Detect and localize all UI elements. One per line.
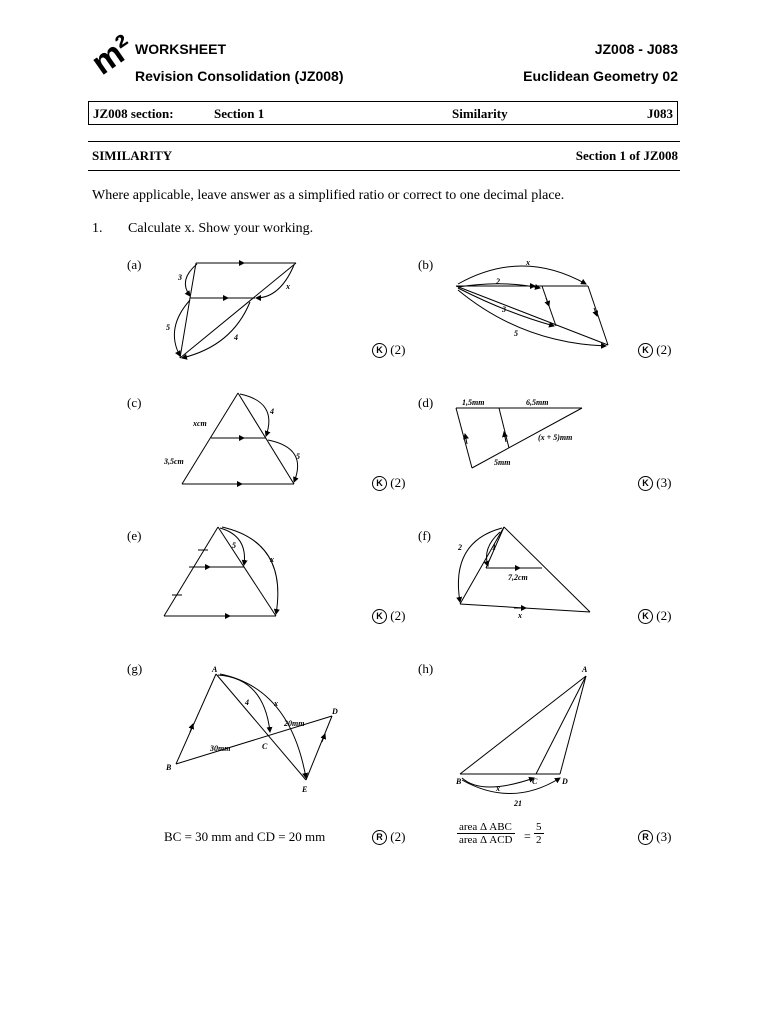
marks-f <box>638 608 671 624</box>
worksheet-title: WORKSHEET <box>135 41 226 57</box>
part-label-e: (e) <box>127 528 142 543</box>
fig-h-label-C: C <box>532 777 538 786</box>
figure-h <box>452 660 602 810</box>
fig-f-label-x: x <box>518 611 522 620</box>
fig-f-label-1: 1 <box>492 543 496 552</box>
info-box <box>88 101 678 125</box>
fig-h-label-x: x <box>496 784 500 793</box>
marks-g <box>372 829 405 845</box>
fig-g-label-B: B <box>166 763 172 772</box>
part-label-a: (a) <box>127 257 142 272</box>
fig-h-ratio-num: 5 <box>536 821 542 833</box>
fig-h-label-21: 21 <box>514 799 522 808</box>
mark-code-c: K <box>372 476 387 491</box>
fig-g-given: BC = 30 mm and CD = 20 mm <box>164 829 326 844</box>
fig-h-ratio <box>534 821 544 846</box>
fig-g-label-x: x <box>274 699 278 708</box>
section-right: Section 1 of JZ008 <box>575 148 678 163</box>
marks-a <box>372 342 405 358</box>
fig-h-label-B: B <box>456 777 462 786</box>
fig-b-label-2: 2 <box>496 277 500 286</box>
fig-c-label-5: 5 <box>296 452 300 461</box>
divider-bottom <box>88 170 680 171</box>
fig-h-label-A: A <box>582 665 588 674</box>
mark-code-a: K <box>372 343 387 358</box>
fig-c-label-xcm: xcm <box>193 419 207 428</box>
mark-value-a: (2) <box>390 342 406 357</box>
fig-b-label-3: 3 <box>502 305 506 314</box>
worksheet-code: JZ008 - J083 <box>594 41 678 57</box>
mark-value-f: (2) <box>656 608 672 623</box>
fig-e-label-5: 5 <box>232 541 236 550</box>
question-text: Calculate x. Show your working. <box>128 221 314 236</box>
part-label-b: (b) <box>418 257 434 272</box>
fig-a-label-5: 5 <box>166 323 170 332</box>
fig-e-label-x: x <box>270 555 274 564</box>
fig-d-label-5mm: 5mm <box>494 458 511 467</box>
figure-g <box>160 660 350 800</box>
mark-value-b: (2) <box>656 342 672 357</box>
divider-top <box>88 141 680 142</box>
mark-code-g: R <box>372 830 387 845</box>
mark-value-g: (2) <box>390 829 406 844</box>
mark-value-e: (2) <box>390 608 406 623</box>
info-label: JZ008 section: <box>93 106 174 121</box>
marks-h <box>638 829 671 845</box>
figure-d <box>452 394 592 474</box>
instruction: Where applicable, leave answer as a simplified ratio or correct to one decimal place. <box>92 188 565 203</box>
logo-text: m² <box>84 27 141 83</box>
fig-g-label-A: A <box>212 665 218 674</box>
figure-b <box>452 258 612 350</box>
info-topic: Similarity <box>452 106 508 121</box>
fig-a-label-x: x <box>286 282 290 291</box>
fig-h-label-D: D <box>562 777 568 786</box>
info-code: J083 <box>647 106 673 121</box>
figure-f <box>452 522 602 622</box>
figure-c <box>160 388 310 488</box>
fig-b-label-x: x <box>526 258 530 267</box>
mark-value-d: (3) <box>656 475 672 490</box>
fig-b-label-5: 5 <box>514 329 518 338</box>
marks-c <box>372 475 405 491</box>
question-number: 1. <box>92 221 103 236</box>
marks-b <box>638 342 671 358</box>
part-label-c: (c) <box>127 395 142 410</box>
fig-h-frac-den: area Δ ACD <box>459 834 513 846</box>
part-label-g: (g) <box>127 661 143 676</box>
fig-a-label-4: 4 <box>234 333 238 342</box>
fig-f-label-2: 2 <box>458 543 462 552</box>
figure-a <box>160 258 310 363</box>
mark-code-d: K <box>638 476 653 491</box>
fig-h-area-fraction <box>457 821 515 846</box>
fig-g-label-30mm: 30mm <box>210 744 231 753</box>
worksheet-subtitle: Revision Consolidation (JZ008) <box>135 68 344 84</box>
fig-c-label-35: 3,5cm <box>164 457 184 466</box>
fig-a-label-3: 3 <box>178 273 182 282</box>
mark-value-h: (3) <box>656 829 672 844</box>
course-name: Euclidean Geometry 02 <box>523 68 678 84</box>
part-label-f: (f) <box>418 528 431 543</box>
marks-d <box>638 475 671 491</box>
fig-d-label-65: 6,5mm <box>526 398 549 407</box>
info-section: Section 1 <box>214 106 265 121</box>
section-title: SIMILARITY <box>92 148 173 163</box>
fig-d-label-15: 1,5mm <box>462 398 485 407</box>
fig-h-equals: = <box>524 829 531 843</box>
part-label-d: (d) <box>418 395 434 410</box>
mark-value-c: (2) <box>390 475 406 490</box>
fig-g-label-C: C <box>262 742 268 751</box>
fig-h-ratio-den: 2 <box>536 834 542 846</box>
marks-e <box>372 608 405 624</box>
mark-code-f: K <box>638 609 653 624</box>
part-label-h: (h) <box>418 661 434 676</box>
fig-g-label-E: E <box>302 785 308 794</box>
figure-e <box>160 522 290 622</box>
fig-g-label-D: D <box>332 707 338 716</box>
fig-d-label-x5: (x + 5)mm <box>538 433 573 442</box>
mark-code-b: K <box>638 343 653 358</box>
fig-f-label-72: 7,2cm <box>508 573 528 582</box>
fig-c-label-4: 4 <box>270 407 274 416</box>
fig-h-frac-num: area Δ ABC <box>457 821 515 834</box>
mark-code-e: K <box>372 609 387 624</box>
mark-code-h: R <box>638 830 653 845</box>
logo <box>85 28 141 84</box>
fig-g-label-20mm: 20mm <box>284 719 305 728</box>
fig-g-label-4: 4 <box>245 698 249 707</box>
